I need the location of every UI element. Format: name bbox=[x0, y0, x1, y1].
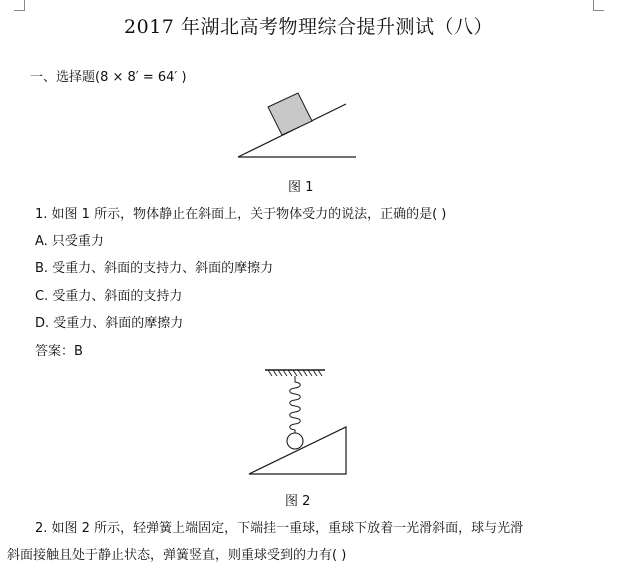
question-1-option-c: C. 受重力、斜面的支持力 bbox=[35, 289, 183, 304]
question-1-option-b: B. 受重力、斜面的支持力、斜面的摩擦力 bbox=[35, 261, 274, 276]
figure-2-ball bbox=[287, 433, 303, 449]
section-heading: 一、选择题(8 × 8′ = 64′ ) bbox=[30, 70, 187, 85]
question-2-stem-line-2: 斜面接触且处于静止状态，弹簧竖直，则重球受到的力有( ) bbox=[7, 548, 347, 563]
figure-2-caption: 图 2 bbox=[285, 494, 311, 509]
figure-1-caption: 图 1 bbox=[288, 180, 314, 195]
question-1-stem: 1. 如图 1 所示，物体静止在斜面上，关于物体受力的说法，正确的是( ) bbox=[35, 207, 447, 222]
question-1-answer: 答案：B bbox=[35, 344, 83, 359]
figure-2-spring bbox=[290, 376, 301, 433]
figure-2-ceiling-hatch bbox=[268, 370, 322, 376]
question-1-option-d: D. 受重力、斜面的摩擦力 bbox=[35, 316, 184, 331]
document-title: 2017 年湖北高考物理综合提升测试（八） bbox=[124, 16, 493, 38]
question-1-option-a: A. 只受重力 bbox=[35, 234, 104, 249]
question-2-stem-line-1: 2. 如图 2 所示，轻弹簧上端固定，下端挂一重球，重球下放着一光滑斜面，球与光滑 bbox=[35, 521, 524, 536]
